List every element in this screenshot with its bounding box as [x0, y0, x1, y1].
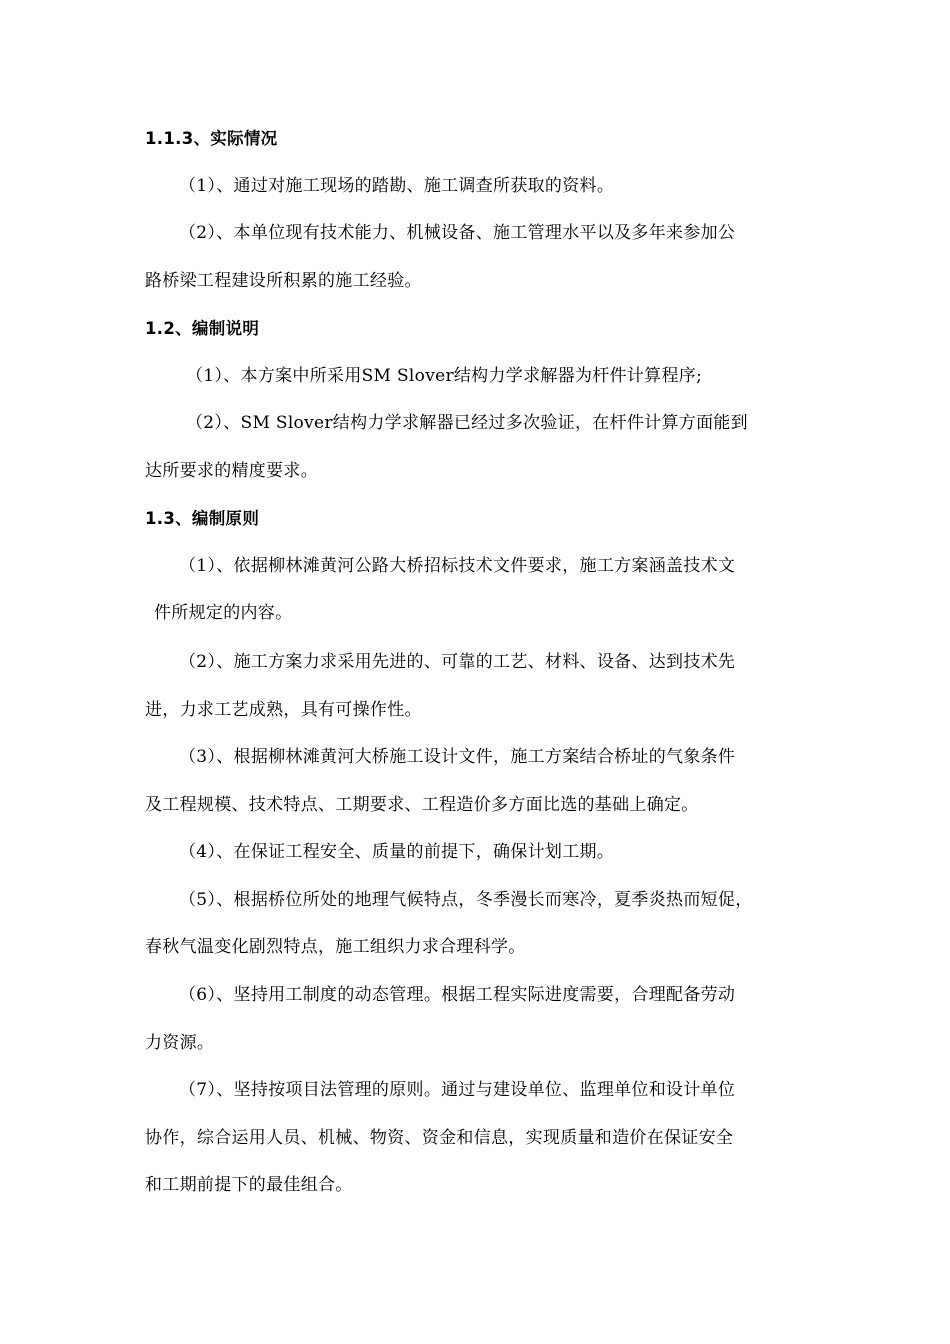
- paragraph-line: （2）、本单位现有技术能力、机械设备、施工管理水平以及多年来参加公: [179, 223, 736, 243]
- paragraph-line: 路桥梁工程建设所积累的施工经验。: [145, 271, 422, 291]
- section-heading-compilation-notes: 1.2、编制说明: [145, 319, 260, 338]
- paragraph-line: 协作，综合运用人员、机械、物资、资金和信息，实现质量和造价在保证安全: [145, 1128, 734, 1148]
- paragraph-line: 力资源。: [145, 1033, 215, 1053]
- paragraph-line: （2）、施工方案力求采用先进的、可靠的工艺、材料、设备、达到技术先: [179, 652, 736, 672]
- paragraph-line: （3）、根据柳林滩黄河大桥施工设计文件，施工方案结合桥址的气象条件: [179, 747, 736, 767]
- paragraph-line: （6）、坚持用工制度的动态管理。根据工程实际进度需要，合理配备劳动: [179, 985, 736, 1005]
- paragraph-line: 件所规定的内容。: [154, 603, 293, 623]
- paragraph-line: （7）、坚持按项目法管理的原则。通过与建设单位、监理单位和设计单位: [179, 1080, 736, 1100]
- paragraph-line: （5）、根据桥位所处的地理气候特点，冬季漫长而寒冷，夏季炎热而短促，: [179, 890, 753, 910]
- section-heading-actual-situation: 1.1.3、实际情况: [145, 129, 278, 148]
- paragraph-line: （2）、SM Slover结构力学求解器已经过多次验证，在杆件计算方面能到: [186, 413, 748, 433]
- paragraph-line: （4）、在保证工程安全、质量的前提下，确保计划工期。: [179, 842, 615, 862]
- paragraph-line: （1）、通过对施工现场的踏勘、施工调查所获取的资料。: [179, 176, 615, 196]
- paragraph-line: 达所要求的精度要求。: [145, 461, 318, 481]
- paragraph-line: 春秋气温变化剧烈特点，施工组织力求合理科学。: [145, 937, 526, 957]
- paragraph-line: 及工程规模、技术特点、工期要求、工程造价多方面比选的基础上确定。: [145, 795, 699, 815]
- paragraph-line: （1）、本方案中所采用SM Slover结构力学求解器为杆件计算程序;: [186, 366, 703, 386]
- section-heading-compilation-principles: 1.3、编制原则: [145, 509, 260, 528]
- paragraph-line: （1）、依据柳林滩黄河公路大桥招标技术文件要求，施工方案涵盖技术文: [179, 556, 736, 576]
- paragraph-line: 进，力求工艺成熟，具有可操作性。: [145, 700, 422, 720]
- paragraph-line: 和工期前提下的最佳组合。: [145, 1175, 353, 1195]
